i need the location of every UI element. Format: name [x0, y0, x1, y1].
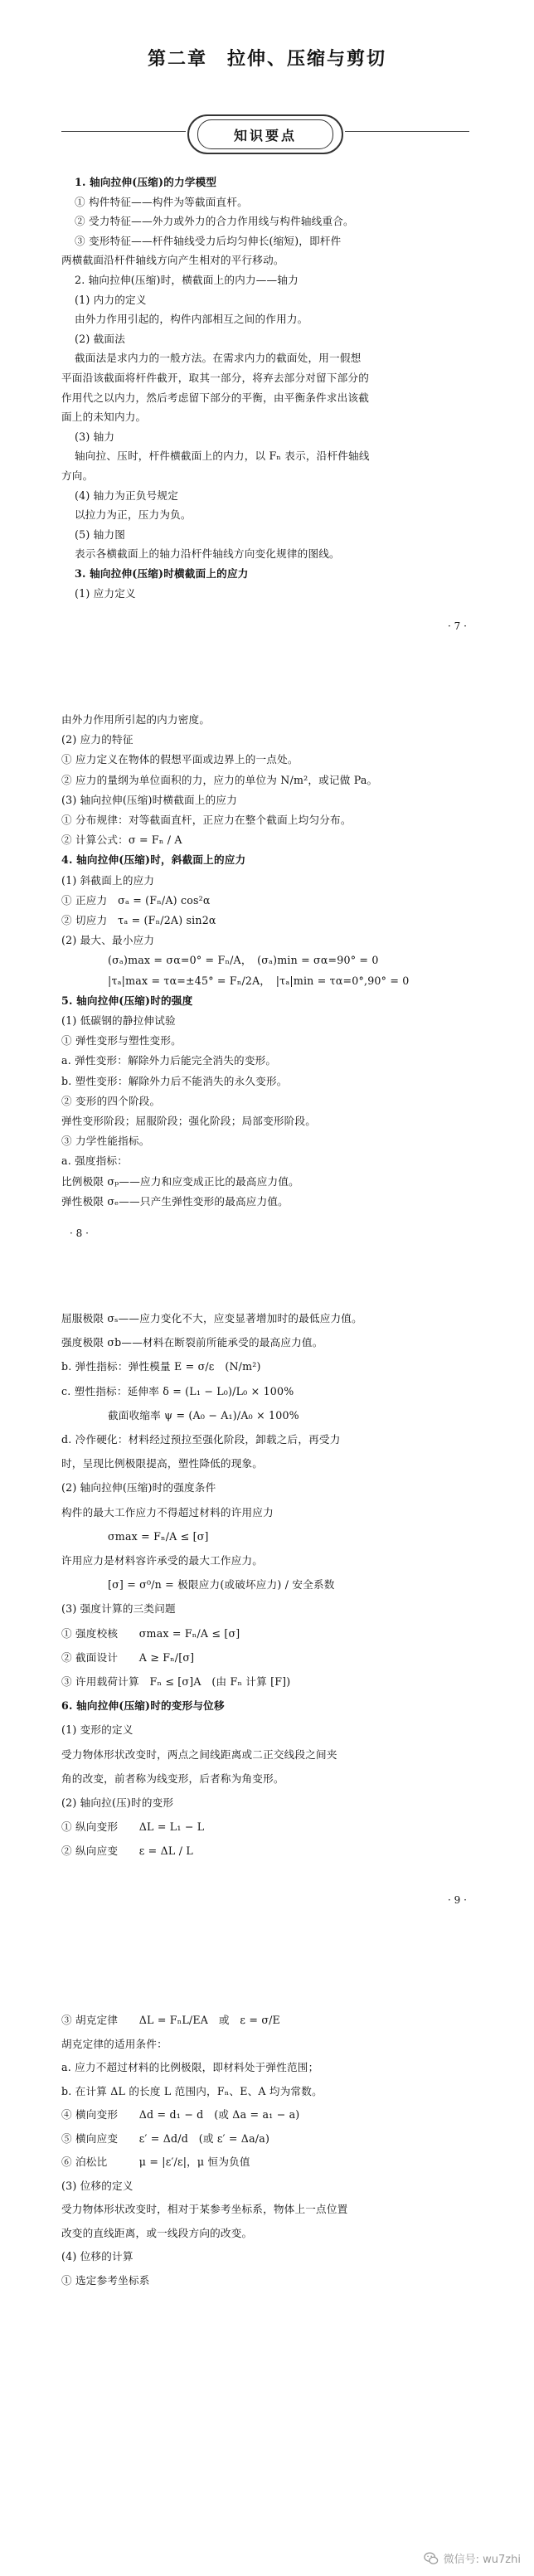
text-line: 改变的直线距离，或一线段方向的改变。 [61, 2226, 253, 2239]
text-line: |τₐ|max = τα=±45° = Fₙ/2A， |τₐ|min = τα=0°,90° = 0 [108, 974, 410, 987]
text-line: 1. 轴向拉伸(压缩)的力学模型 [75, 176, 217, 188]
text-line: [σ] = σ⁰/n = 极限应力(或破坏应力) / 安全系数 [108, 1578, 335, 1592]
text-line: ② 受力特征——外力或外力的合力作用线与构件轴线重合。 [75, 215, 354, 228]
text-line: 弹性极限 σₑ——只产生弹性变形的最高应力值。 [61, 1194, 289, 1208]
text-line: (1) 变形的定义 [61, 1723, 134, 1737]
text-line: 由外力作用所引起的内力密度。 [61, 713, 211, 726]
text-line: 截面法是求内力的一般方法。在需求内力的截面处，用一假想 [75, 352, 362, 365]
text-line: 截面收缩率 ψ = (A₀ − A₁)/A₀ × 100% [108, 1408, 299, 1422]
text-line: (1) 低碳钢的静拉伸试验 [61, 1014, 176, 1027]
text-line: 3. 轴向拉伸(压缩)时横截面上的应力 [75, 567, 249, 580]
text-line: σmax = Fₙ/A ≤ [σ] [108, 1529, 209, 1543]
wechat-icon [424, 2551, 439, 2566]
text-line: (1) 斜截面上的应力 [61, 873, 155, 887]
text-line: 6. 轴向拉伸(压缩)时的变形与位移 [61, 1699, 225, 1713]
watermark-text: 微信号: wu7zhi [443, 2554, 521, 2566]
watermark [424, 2550, 521, 2566]
text-line: ① 强度校核 σmax = Fₙ/A ≤ [σ] [61, 1626, 240, 1640]
text-line: ① 纵向变形 ΔL = L₁ − L [61, 1820, 205, 1834]
text-line: ⑥ 泊松比 μ = |ε′/ε|，μ 恒为负值 [61, 2156, 250, 2168]
text-line: 2. 轴向拉伸(压缩)时，横截面上的内力——轴力 [75, 274, 299, 286]
text-line: 角的改变，前者称为线变形，后者称为角变形。 [61, 1772, 284, 1785]
text-line: ① 分布规律：对等截面直杆，正应力在整个截面上均匀分布。 [61, 814, 352, 826]
text-line: d. 冷作硬化：材料经过预拉至强化阶段，卸载之后，再受力 [61, 1433, 341, 1446]
page-number-8: · 8 · [70, 1227, 89, 1239]
text-line: ② 变形的四个阶段。 [61, 1094, 161, 1107]
page-number-7: · 7 · [448, 620, 467, 632]
text-line: ① 构件特征——构件为等截面直杆。 [75, 195, 248, 208]
text-line: ③ 胡克定律 ΔL = FₙL/EA 或 ε = σ/E [61, 2014, 280, 2026]
text-line: 时，呈现比例极限提高，塑性降低的现象。 [61, 1457, 264, 1470]
divider-left [61, 131, 186, 132]
text-line: ③ 变形特征——杆件轴线受力后均匀伸长(缩短)，即杆件 [75, 234, 342, 247]
text-line: ③ 许用载荷计算 Fₙ ≤ [σ]A (由 Fₙ 计算 [F]) [61, 1675, 291, 1688]
text-line: 比例极限 σₚ——应力和应变成正比的最高应力值。 [61, 1174, 299, 1188]
text-line: 屈服极限 σₛ——应力变化不大，应变显著增加时的最低应力值。 [61, 1312, 362, 1324]
text-line: b. 在计算 ΔL 的长度 L 范围内，Fₙ、E、A 均为常数。 [61, 2084, 323, 2097]
text-line: ① 选定参考坐标系 [61, 2273, 150, 2287]
text-line: 方向。 [61, 469, 94, 482]
text-line: ⑤ 横向应变 ε′ = Δd/d (或 ε′ = Δa/a) [61, 2131, 270, 2145]
section-badge-label: 知识要点 [197, 119, 333, 149]
text-line: (2) 应力的特征 [61, 733, 134, 746]
text-line: 轴向拉、压时，杆件横截面上的内力，以 Fₙ 表示，沿杆件轴线 [75, 450, 370, 463]
text-line: (3) 轴向拉伸(压缩)时横截面上的应力 [61, 793, 237, 806]
text-line: ② 计算公式：σ = Fₙ / A [61, 834, 182, 847]
text-line: (σₐ)max = σα=0° = Fₙ/A， (σₐ)min = σα=90° = 0 [108, 954, 379, 967]
text-line: (1) 内力的定义 [75, 293, 147, 306]
text-line: ② 截面设计 A ≥ Fₙ/[σ] [61, 1650, 195, 1664]
text-line: ① 弹性变形与塑性变形。 [61, 1034, 182, 1047]
text-line: (4) 轴力为正负号规定 [75, 488, 178, 502]
text-line: ② 应力的量纲为单位面积的力，应力的单位为 N/m²，或记做 Pa。 [61, 773, 378, 786]
text-line: (2) 截面法 [75, 332, 126, 345]
text-line: 受力物体形状改变时，两点之间线距离或二正交线段之间夹 [61, 1747, 337, 1761]
text-line: ③ 力学性能指标。 [61, 1135, 150, 1148]
text-line: (3) 轴力 [75, 430, 115, 443]
text-line: a. 强度指标： [61, 1154, 129, 1168]
text-line: 许用应力是材料容许承受的最大工作应力。 [61, 1554, 264, 1567]
text-line: 构件的最大工作应力不得超过材料的许用应力 [61, 1505, 274, 1519]
text-line: a. 应力不超过材料的比例极限，即材料处于弹性范围； [61, 2061, 319, 2073]
text-line: 弹性变形阶段；屈服阶段；强化阶段；局部变形阶段。 [61, 1115, 317, 1127]
text-line: ① 正应力 σₐ = (Fₙ/A) cos²α [61, 893, 211, 906]
text-line: 4. 轴向拉伸(压缩)时，斜截面上的应力 [61, 853, 246, 867]
section-badge [187, 114, 343, 154]
text-line: (2) 轴向拉(压)时的变形 [61, 1796, 174, 1809]
text-line: (3) 强度计算的三类问题 [61, 1602, 176, 1616]
text-line: 作用代之以内力，然后考虑留下部分的平衡，由平衡条件求出该截 [61, 391, 370, 404]
text-line: 表示各横截面上的轴力沿杆件轴线方向变化规律的图线。 [75, 547, 340, 561]
text-line: b. 弹性指标：弹性模量 E = σ/ε (N/m²) [61, 1360, 261, 1373]
chapter-title: 第二章 拉伸、压缩与剪切 [147, 48, 386, 70]
text-line: 两横截面沿杆件轴线方向产生相对的平行移动。 [61, 254, 284, 267]
text-line: ④ 横向变形 Δd = d₁ − d (或 Δa = a₁ − a) [61, 2108, 300, 2121]
text-line: 面上的未知内力。 [61, 411, 147, 424]
text-line: ① 应力定义在物体的假想平面或边界上的一点处。 [61, 753, 299, 766]
text-line: (1) 应力定义 [75, 586, 136, 600]
text-line: ② 纵向应变 ε = ΔL / L [61, 1845, 193, 1858]
text-line: 平面沿该截面将杆件截开，取其一部分，将弃去部分对留下部分的 [61, 372, 370, 384]
divider-right [345, 131, 469, 132]
text-line: 受力物体形状改变时，相对于某参考坐标系，物体上一点位置 [61, 2203, 348, 2215]
text-line: c. 塑性指标：延伸率 δ = (L₁ − L₀)/L₀ × 100% [61, 1384, 294, 1397]
text-line: (2) 轴向拉伸(压缩)时的强度条件 [61, 1481, 216, 1495]
text-line: (2) 最大、最小应力 [61, 934, 155, 947]
text-line: (4) 位移的计算 [61, 2250, 134, 2263]
text-line: (5) 轴力图 [75, 527, 126, 541]
text-line: 5. 轴向拉伸(压缩)时的强度 [61, 994, 193, 1007]
text-line: a. 弹性变形：解除外力后能完全消失的变形。 [61, 1054, 277, 1067]
text-line: 由外力作用引起的，构件内部相互之间的作用力。 [75, 313, 308, 326]
text-line: ② 切应力 τₐ = (Fₙ/2A) sin2α [61, 914, 216, 926]
text-line: 以拉力为正，压力为负。 [75, 508, 192, 522]
text-line: 胡克定律的适用条件： [61, 2037, 167, 2050]
text-line: b. 塑性变形：解除外力后不能消失的永久变形。 [61, 1074, 288, 1087]
text-line: 强度极限 σb——材料在断裂前所能承受的最高应力值。 [61, 1336, 323, 1349]
text-line: (3) 位移的定义 [61, 2179, 134, 2192]
page-number-9: · 9 · [448, 1894, 467, 1906]
